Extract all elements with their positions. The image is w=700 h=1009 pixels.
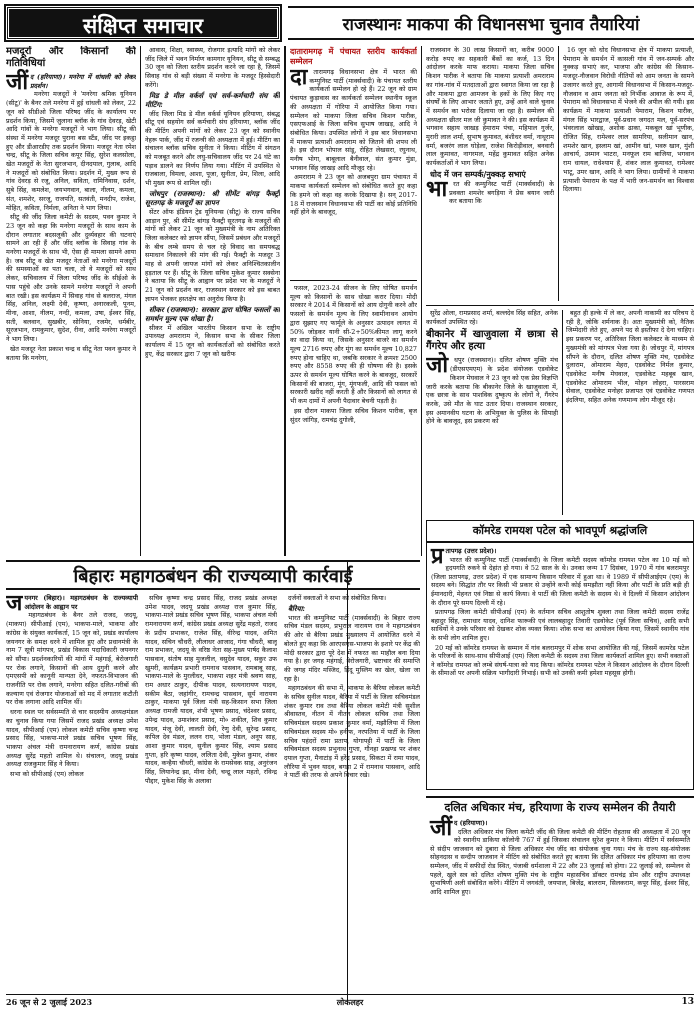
- section-rule: [290, 280, 417, 281]
- left-cont-sub3: सीकर (राजस्थान): सरकार द्वारा घोषित फसलों का समर्थन मूल्य एक धोखा है।: [145, 304, 280, 323]
- tribute-body2: प्रतापगढ़ जिला कमेटी सीपीआई (एम) के वर्तमान सचिव आशुतोष शुक्ला तथा जिला कमेटी सदस्य राजेंद्र बहादुर सिंह, रामाधार यादव, दानिश फारूकी एवं लालबहादुर तिवारी एडवोकेट (पूर्व जिला सचिव), आदि सभी साथियों ने उनके परिवार को देखकर शोक व्यक्त किया। शोक सभा का आयोजन किया गया, जिसमें स्थानीय गांव के सभी लोग शामिल हुए।: [431, 608, 689, 642]
- raj-story-dropcap2: भा: [426, 175, 448, 202]
- raj-story-col-b: [426, 46, 554, 301]
- raj-story-dropcap: दा: [290, 64, 308, 90]
- left-story-lead: द (हरियाणा)। मनरेगा में धांधली को लेकर प्रदर्शन।: [30, 73, 136, 90]
- bihar-col-1: [6, 594, 138, 994]
- tribute-body1: भारत की कम्युनिस्ट पार्टी (मार्क्सवादी) के जिला कमेटी सदस्य कॉमरेड रामयश पटेल का 10 मई को हृदयगति रुकने से देहांत हो गया। वे 52 साल के थे। उनका जन्म 17 दिसंबर, 1970 में गांव बलरामपुर (जिला प्रतापगढ़, उत्तर प्रदेश) में एक सामान्य किसान परिवार में हुआ था। वे 1989 में सीपीआईएम (एम) के सदस्य बने। सिद्धांत तौर पर किसी भी प्रकार से उन्होंने कभी कोई समझौता नहीं किया और पार्टी के प्रति बड़ी ही ईमानदारी, मेहनत एवं निष्ठा से कार्य किया। वे पार्टी की जिला कमेटी के सदस्य थे। वे दिल्ली में किसान आंदोलन के दौरान पूरे समय दिल्ली में रहे।: [431, 555, 689, 607]
- bihar-body7: महागठबंधन की सभा में, भाकपा के बैरिया लोकल कमेटी के सचिव सुनील यादव, बैरिया में पार्टी के जिला सचिवमंडल शंकर कुमार राव तथा बैरिया लोकल कमेटी मंत्री सुशील श्रीवास्तव, नीतन में नीतन लोकल सचिव तथा जिला सचिवमंडल सदस्य प्रकाश कुमार वर्मा, मझौलिया में जिला सचिवमंडल सदस्य मो० हनीफ, नरपतिया में पार्टी के जिला सचिव पहंदरों रामा प्रताप, योगापट्टी में पार्टी के जिला सचिवमंडल सदस्य प्रभुनाथ गुप्ता, गौनहा प्रखण्ड पर शंकर दयाल गुप्ता, मैनाटांड़ में हरेंद्र प्रसाद, सिकटा में रामा यादव, लौरिया में भुवन यादव, बगहा 2 में रामनाथ पासवान, आदि ने पार्टी की तरफ से अपने विचार रखे।: [284, 684, 420, 780]
- bihar-sub1: बैरिया:: [288, 603, 306, 613]
- msp-body: फसल, 2023-24 सीजन के लिए घोषित समर्थन मूल्य को किसानों के साथ धोखा करार दिया। मोदी सरकार ने 2014 में किसानों को आय दोगुनी करने और फसलों के समर्थन मूल्य के लिए स्वामीनाथन आयोग द्वारा सुझाए गए फार्मूले के अनुसार उत्पादन लागत में 50% जोड़कर यानी सी-2+50%कीमत लागू करने का वादा किया था, जिसके अनुसार बाजरे का समर्थन मूल्य 2716 रुपए और मूंग का समर्थन मूल्य 10,827 रुपए होना चाहिए था, जबकि सरकार ने क्रमशः 2500 रुपए और 8558 रुपए की ही घोषणा की है। इसके ऊपर से समर्थन मूल्य घोषित करने के बावजूद, सरकारें किसानों की बाजरा, मूंग, मूंगफली, आदि की फसल को सरकारी खरीद नहीं करती हैं और किसानों को लागत से भी कम दामों में अपनी पैदावार बेचनी पड़ती है।: [290, 284, 417, 406]
- tribute-lead: तापगढ़ (उत्तर प्रदेश)।: [445, 547, 497, 555]
- tribute-dropcap: प्र: [431, 543, 444, 569]
- left-story-headline: मजदूरों और किसानों की गतिविधियां: [6, 46, 136, 69]
- bihar-lead: यनगर (बिहार)। महागठबंधन के राज्यव्यापी आंदोलन के आह्वान पर: [24, 594, 138, 611]
- banner-left-text: संक्षिप्त समाचार: [83, 13, 203, 38]
- raj-story-sub2: धोद में जन सम्पर्क/नुक्कड़ सभाएं: [430, 168, 526, 179]
- bihar-body1: महागठबंधन के बैनर तले राजद, जदयू, (माकपा) सीपीआई (एम), भाकपा-माले, भाकपा और कांग्रेस के संयुक्त कार्यकर्ता, 15 जून को, प्रखंड कार्यालय जयनगर के समक्ष धरने में शामिल हुए और प्रधानमंत्री के नाम 7 सूत्री मांगपत्र, प्रखंड विकास पदाधिकारी जयनगर को सौंपा। प्रदर्शनकारियों की मांगों में महंगाई, बेरोजगारी पर रोक लगाने, किसानों की आय दुगुनी करने और एमएसपी को कानूनी मान्यता देने, नफरत-विभाजन की राजनीति पर रोक लगाने, मनरेगा सहित दलित-गरीबों की कल्याण एवं रोजगार योजनाओं को मद में लगातार कटौती पर रोक लगाना आदि शामिल थीं।: [6, 611, 138, 707]
- left-story-body: मनरेगा मजदूरों ने 'मनरेगा श्रमिक यूनियन (सीटू)' के बैनर तले मनरेगा में हुई धांधली को लेकर, 22 जून को सीडीओ जिला परिषद जींद के कार्यालय पर प्रदर्शन किया, जिसमें जुलाना ब्लॉक के गांव देवरड़, खेटी आदि गांवों के मनरेगा मजदूरों ने भाग लिया। सीटू की संस्था में मनरेगा मजदूर पुराना बस स्टैंड, जींद पर इकट्ठा हुए और डीआरडीए तक प्रदर्शन किया। मजदूर नेता रमेश चन्द्र, सीटू के जिला सचिव कपूर सिंह, सुरेश कलसोला, खेत मजदूरों के नेता सुरजभान, दीनदयाल, गुलाब, आदि ने मजदूरों को संबोधित किया। प्रदर्शन में, मुख्य रूप से गांव देवरड़ से रजू, अनिल, सविता, रामिनिवास, दर्शन, सुबे सिंह, कमलेश, जयभगवान, बाला, नीलम, कमला, संत, शमशेर, सरजू, राजपति, सतवंती, मनदीप, राजेश, मोहित, कविता, निर्मला, अनिता ने भाग लिया।: [6, 90, 136, 212]
- bikaner-dropcap: जो: [426, 352, 449, 379]
- left-cont-sub2: जोधपुर (राजस्थान): श्री सीमेंट बांगड़ फैक्ट्री सूरतगढ़ के मजदूरों का ज्ञापन: [145, 188, 280, 207]
- column-rule: [140, 46, 141, 556]
- tribute-text: [427, 545, 693, 681]
- left-story-continued: [145, 46, 280, 556]
- footer-page-number: 13: [681, 997, 694, 1007]
- banner-right-text: राजस्थानः माकपा की विधानसभा चुनाव तैयारियां: [342, 15, 640, 35]
- column-rule: [284, 46, 286, 556]
- footer-date: 26 जून से 2 जुलाई 2023: [6, 997, 93, 1007]
- dalit-headline: [426, 798, 694, 817]
- bihar-col-3: [284, 594, 420, 994]
- bikaner-headline: बीकानेर में खाजुवाला में छात्रा से गैंगरेप और हत्या: [426, 329, 558, 353]
- bikaner-story-cont: [566, 309, 694, 516]
- dalit-dropcap: जीं: [430, 815, 453, 841]
- left-cont-sub2-body: सेंटर ऑफ इंडियन ट्रेड यूनियन्स (सीटू) के राज्य सचिव आड़ान पुर, श्री सीमेंट बांगड़ फैक्ट्री सूरतगढ़ के मजदूरों की मांगों को लेकर 21 जून को मुख्यमंत्री के नाम अतिरिक्त जिला कलेक्टर को ज्ञापन सौंपा, जिसमें प्रबंधन और मजदूरों के बीच लम्बे समय से चल रहे विवाद का समयबद्ध समाधान निकालने की मांग की गई। फैक्ट्री के मजदूर 3 माह से अपनी जायज मांगों को लेकर अनिश्चितकालीन हड़ताल पर हैं। सीटू के जिला सचिव मुकेश कुमार सक्सेना ने बताया कि सीटू के आह्वान पर प्रदेश भर के मजदूरों ने 21 जून को प्रदर्शन कर, राजस्थान सरकार को इस बाबत ज्ञापन भेजकर हस्तक्षेप का अनुरोध किया है।: [145, 207, 280, 303]
- left-cont-sub3-body: सीकर में अखिल भारतीय किसान सभा के राष्ट्रीय उपाध्यक्ष अमराराम ने, किसान सभा के सीकर जिला कार्यालय में 15 जून को कार्यकर्ताओं को संबोधित करते हुए, केंद्र सरकार द्वारा 7 जून को खरीफ: [145, 323, 280, 358]
- bihar-body3: सभा को सीपीआई (एम) लोकल: [10, 770, 84, 779]
- raj-story-col-c: [563, 46, 694, 301]
- dalit-box: [426, 796, 694, 996]
- dalit-text: [426, 817, 694, 899]
- bihar-headline-text: बिहारः महागठबंधन की राज्यव्यापी कार्रवाई: [73, 566, 353, 587]
- msp-body2: इस दौरान माकपा जिला सचिव किशन पारीक, बृज सुंदर जांगिड़, रामचंद्र दुगोली,: [290, 406, 417, 424]
- bikaner-body1: सुरेंद्र ओला, रामप्रसाद शर्मा, बल्लदेव सिंह सहित, अनेक कार्यकर्ता उपस्थित रहे।: [426, 309, 558, 326]
- dalit-body: दलित अधिकार मंच जिला कमेटी जींद की जिला कमेटी की मीटिंग रोहतास की अध्यक्षता में 20 जून को स्थानीय डाकिया कॉलोनी 767 में हुई जिसका संचालन सुरेश कुमार ने किया। मीटिंग में सर्वसम्मति से संदीप जाजवान को दुबारा से जिला अधिकार मंच जींद का संयोजक चुना गया। मंच के राज्य सह-संयोजक सोहनदास व सन्दीप जाजवान ने मीटिंग को संबोधित करते हुए बताया कि दलित अधिकार मंच हरियाणा का राज्य सम्मेलन, जींद में सफीदों रोड स्थित, पंजाबी धर्मशाला में 22 और 23 जुलाई को होगा। 22 जुलाई को, सम्मेलन से पहले, खुले सत्र को दलित शोषण मुक्ति मंच के राष्ट्रीय महासचिव डॉक्टर रामचंद्र डोम और राष्ट्रीय उपाध्यक्ष सुभाषिणी अली संबोधित करेंगे। मीटिंग में जगवंती, जयपाल, बिजेंद्र, बालराम, सिलकराम, कपूर सिंह, ईश्वर सिंह, आदि शामिल हुए।: [430, 827, 690, 896]
- bihar-col-2: [145, 594, 277, 994]
- raj-story-body5: 16 जून को धोद विधानसभा क्षेत्र में माकपा प्रत्याशी, पेमाराम के समर्थन में कासली गांव में जन-सम्पर्क और नुक्कड़ सभाएं कर, भाजपा और कांग्रेस की किसान-मजदूर-नौजवान विरोधी नीतियों को आम जनता के सामने उजागर करते हुए, आगामी विधानसभा में किसान-मजदूर-नौजवान व आम जनता को निर्भीक आवाज के रूप में, पेमाराम को विधानसभा में भेजने की अपील की गयी। इस कार्यक्रम में माकपा प्रत्याशी पेमाराम, किशन पारीक, मंगल सिंह भारद्वाज, पूर्व-प्रधान जगदत मल, पूर्व-सरपंच भंवरलाल खोखड़, अशोक ढाका, मकबूल खां भूणीक, रोजित सिंह, रामेश्वर लाल सामरिया, सलीमान खान, शमशेर खान, इस्लाम खां, आमीन खां, भवरु खान, मुंशी आचार्य, उस्मान भाटरा, मनफूल राम बाजिया, भगवान राम धायल, राधेश्याम हैं, शंकर लाल कुमावत, रामेश्वर भाटू, उमर खान, आदि ने भाग लिया। ग्रामीणों ने माकपा प्रत्याशी पेमाराम के पक्ष में भारी जन-समर्थन का विश्वास दिलाया।: [563, 46, 694, 194]
- footer-rule: [6, 994, 694, 995]
- banner-right: [288, 6, 694, 40]
- bikaner-body2: बहुत ही हल्के में ले कर, अपनी नाकामी का परिचय दे रही है, जोकि शर्मनाक है। अतः मुख्यमंत्री को, नैतिक जिम्मेदारी लेते हुए, अपने पद से इस्तीफा दे देना चाहिए। इस प्रकरण पर, अतिरिक्त जिला कलेक्टर के माध्यम से मुख्यमंत्री को मांगपत्र भेजा गया है। जोधपुर में, मांगपत्र सौंपने के दौरान, दलित शोषण मुक्ति मंच, एडवोकेट दुलाराम, ओमाराम मेहरा, एडवोकेट निर्मल कुमार, एडवोकेट मनीष मेघवाल, एडवोकेट महबूब खान, एडवोकेट ओमाराम भील, मोहन लोहरा, पारसराम सेवाल, एडवोकेट मनोहर प्रजापत एवं एडवोकेट गणपत इंदलिया, सहित अनेक गणमान्य लोग मौजूद रहे।: [566, 309, 694, 405]
- column-rule: [421, 46, 422, 556]
- bihar-body6: भारत की कम्युनिस्ट पार्टी (मार्क्सवादी) के बिहार राज्य सचिव मंडल सदस्य, प्रभुराज नारायण राव ने महागठबंधन की ओर से बैरिया प्रखंड मुख्यालय में आयोजित धरने में बोलते हुए कहा कि आरएसएस-भाजपा के इशारे पर केंद्र की मोदी सरकार द्वारा पूरे देश में नफरत का माहौल बना दिया गया है। हर जगह महंगाई, बेरोजगारी, भ्रष्टाचार की समाप्ति की जगह मंदिर मस्जिद, हिंदू मुस्लिम का खेल, खेला जा रहा है।: [284, 613, 420, 683]
- tribute-body3: 20 मई को कॉमरेड रामयश के सम्मान में गांव बलरामपुर में शोक सभा आयोजित की गई, जिसमें कामरेड पटेल के परिजनों के साथ-साथ सीपीआई (एम) जिला कमेटी के सदस्य तथा जिला कार्यकर्ता शामिल हुए। सभी वक्ताओं ने कॉमरेड रामयश को लम्बे संघर्ष-यात्रा को याद किया। कॉमरेड रामयश पटेल ने किसान आंदोलन के दौरान दिल्ली के सीमाओं पर अपनी सक्रिय भागीदारी निभाई। सभी को उनकी कमी हमेशा महसूस होगी।: [431, 643, 689, 678]
- raj-story-body4: रत की कम्युनिस्ट पार्टी (मार्क्सवादी) के प्रवक्ता शमशेर बगड़िया ने प्रेस बयान जारी कर बताया कि: [449, 179, 554, 206]
- bihar-headline: [6, 560, 420, 590]
- dalit-lead: द (हरियाणा)।: [454, 819, 488, 827]
- msp-story: [290, 284, 417, 556]
- left-cont-body: आवास, शिक्षा, स्वास्थ्य, रोजगार इत्यादि मांगों को लेकर जींद जिले में भवन निर्माण कामगार यूनियन, सीटू से सम्बद्ध 30 जून को जिला स्तरीय प्रदर्शन करने जा रहा है, जिसमें सिवाह गांव से बड़ी संख्या में मनरेगा के मजदूर हिस्सेदारी करेंगे।: [145, 46, 280, 89]
- footer-paper: लोकलहर: [336, 997, 364, 1007]
- bihar-body5: दर्जनों वक्ताओं ने सभा को संबोधित किया।: [288, 594, 387, 602]
- section-rule: [426, 305, 694, 306]
- tribute-headline-text: कॉमरेड रामयश पटेल को भावपूर्ण श्रद्धांजलि: [472, 524, 648, 537]
- raj-story-col-a: [290, 46, 417, 276]
- left-story-body3: खेत मजदूर नेता प्रकाश चन्द्र व सीटू नेता पवन कुमार ने बताया कि मनरेगा,: [6, 344, 136, 362]
- raj-story-body3: राजस्थान के 30 लाख किसानों का, करीब 9000 करोड़ रुपए का सहकारी बैंकों का कर्ज, 13 दिन आंदोलन करके माफ कराया। माकपा जिला सचिव किशन पारीक ने बताया कि माकपा प्रत्याशी अमराराम का गांव-गांव में मतदाताओं द्वारा स्वागत किया जा रहा है और माकपा द्वारा आमजन के हकों के लिए किए गए संघर्षों के लिए आभार जताते हुए, उन्हें आने वाले चुनाव में समर्थन का भरोसा दिलाया जा रहा है। सम्मेलन की अध्यक्षता छीतर मल जी कुमावत ने की। इस कार्यक्रम में भगवान सहाय जाखड़ हेमाराम पंचा, महिपाल गुर्जर, मुरारी लाल शर्मा, सुभाष कुमावत, बंशीधर वर्मा, नाथूराम वर्मा, बजरंग लाल घोड़ेला, राजेश किरोड़ीवाल, बनवारी लाल कुमावत, नागरमल, महेंद्र कुमावत सहित अनेक कार्यकर्ताओं ने भाग लिया।: [426, 46, 554, 168]
- bihar-dropcap: ज: [6, 594, 23, 616]
- tribute-box: [426, 520, 694, 790]
- column-rule: [562, 310, 563, 515]
- raj-story-sub1: दातारामगढ़ में पंचायत स्तरीय कार्यकर्ता सम्मेलन: [290, 46, 417, 66]
- left-story: [6, 46, 136, 556]
- bihar-body2: धरना स्थल पर सर्वसम्मति से चार सदस्यीय अध्यक्षमंडल का चुनाव किया गया जिसमें राजद प्रखंड अध्यक्ष उमेश यादव, सीपीआई (एम) लोकल कमेटी सचिव कृष्णा चन्द्र प्रसाद सिंह, भाकपा-माले प्रखंड सचिव भूषण सिंह, भाकपा अंचल मंत्री रामनारायण कर्ण, कांग्रेस प्रखंड अध्यक्ष सुरेंद्र महतो शामिल थे। संचालन, जदयू प्रखंड अध्यक्ष राजकुमार सिंह ने किया।: [6, 708, 138, 769]
- left-cont-sub1-body: जींद जिला मिड डे मील वर्कर्स यूनियन हरियाणा, संबद्ध सीटू एवं सहयोग सर्व कर्मचारी संघ हरियाणा, ब्लॉक जींद की मीटिंग अपनी मांगों को लेकर 23 जून को स्थानीय नेहरू पार्क, जींद में रजन्त्री की अध्यक्षता में हुई। मीटिंग का संचालन ब्लॉक सचिव सुनीता ने किया। मीटिंग में संगठन को मजबूत करने और लघु-सचिवालय जींद पर 24 घंटे का पड़ाव डालने का निर्णय लिया गया। मीटिंग में उपस्थित थे राजबाला, विमला, आशा, पूजा, सुनीता, प्रेम, शिला, आदि भी मुख्य रूप से शामिल रहीं।: [145, 109, 280, 188]
- raj-story-body1: तारामगढ़ विधानसभा क्षेत्र में भारत की कम्युनिस्ट पार्टी (मार्क्सवादी) के पंचायत स्तरीय कार्यकर्ता सम्मेलन हो रहे हैं। 22 जून को ग्राम पंचायत कुड़ावास का कार्यकर्ता सम्मेलन स्थानीय स्कूल की अध्यक्षता में गोरिया में आयोजित किया गया। सम्मेलन को माकपा जिला सचिव किशन पारीक, एसएफआई के जिला सचिव सुभाष जाखड़, आदि ने संबोधित किया। उपस्थित लोगों ने इस बार विधानसभा में माकपा प्रत्याशी अमराराम को जिताने की शपथ ली है। इस दौरान भोपाल सांडू, रोहित लेखसरा, रघुनाथ, मनीष भोगा, बाबूलाल बैनीवाल, संत कुमार मुंडा, भगवान सिंह जाखड़ आदि मौजूद रहे।: [290, 68, 417, 172]
- bikaner-story: [426, 309, 558, 516]
- column-rule: [558, 46, 559, 301]
- dalit-headline-text: दलित अधिकार मंच, हरियाणा के राज्य सम्मेलन की तैयारी: [444, 801, 676, 814]
- left-cont-sub1: मिड डे मील वर्कर्स एवं सर्व-कर्मचारी संघ की मीटिंग:: [145, 90, 280, 109]
- bihar-body4: सचिव कृष्णा चन्द्र प्रसाद सिंह, राजद प्रखंड अध्यक्ष उमेश यादव, जदयू प्रखंड अध्यक्ष राज कुमार सिंह, भाकपा-माले प्रखंड सचिव भूषण सिंह, भाकपा अंचल मंत्री रामनारायण कर्ण, कांग्रेस प्रखंड अध्यक्ष सुरेंद्र महतो, राजद के प्रदीप प्रभाकर, राजेश सिंह, वीरेन्द्र यादव, अमित यादव, सचिन चौधरी, लीलाधर आजाद, गंगा चौधरी, बालू राम प्रभाकर, जदयू के वरिष्ठ नेता सह-मुख्य पार्षद कैलाश पासवान, संतोष साह मुजलील, वसुदेव यादव, सकुर उफ खुमरी, कार्यक्रम प्रभारी रामनाथ पासवान, रामबाबू साह, भाकपा-माले के मुरलीधर, भाकपा शहर मंत्री श्रवण साह, राम अधार ठाकुर, दीपीक यादव, सत्यनारायण यादव, सकीम बैठा, जहांगीर, रामचन्द्र पासवान, सूर्य नारायण ठाकुर, माकपा पूर्व जिला मंत्री सह-किसान सभा जिला अध्यक्ष रामजी यादव, शंभी भूषण प्रसाद, चंदेश्वर प्रसाद, उपेन्द्र यादव, उमाशंकर प्रसाद, मो० शकील, शिव कुमार यादव, मंजू देवी, लालती देवी, रेणु देवी, सुरेन्द्र प्रसाद, कपिल देव मंडल, ललन राय, भोला मंडल, अनूप साह, आशा कुमार यादव, सुनील कुमार सिंह, श्याम प्रसाद गुप्ता, हरि कृष्ण यादव, ललिता देवी, मुकेश कुमार, शंकर यादव, कन्हैया चौधरी, कांग्रेस के रामसेवक साह, अनुरंजन सिंह, लियानेन्द्र झा, मीना देवी, चन्द्रू लाल महतो, रविन्द्र पौद्दार, मुकेश सिंह के अलावा: [145, 594, 277, 785]
- left-story-body2: सीटू की जींद जिला कमेटी के सदस्य, पवन कुमार ने 23 जून को कहा कि मनरेगा मजदूरों के साथ काम के दौरान लगातार बदसलूकी और दुर्व्यवहार की घटनाएं सामने आ रही हैं और जींद ब्लॉक के सिवाह गांव के मनरेगा मजदूरों के साथ भी, ऐसा ही मामला सामने आया है। जब सीटू व खेत मजदूर नेताओं को मनरेगा मजदूरों की समस्याओं का पता चला, तो वे मजदूरों को साथ लेकर, सचिवालय में जिला परिषद जींद के सीईओ के पास पहुंचे और उनके सामने मनरेगा मजदूरों ने अपनी बात रखी। इस कार्यक्रम में सिवाह गांव से बलराज, मंगल सिंह, अनिल, लक्ष्मी देवी, कृष्णा, अनारकली, पूनम, मीना, आशा, नीलम, नन्दी, कमला, उषा, ईश्वर सिंह, सती, बलवान, सुखबीर, सोनिया, रजमेर, धर्मबीर, सूरजभान, रामकुमार, सुदेश, रीना, आदि मनरेगा मजदूरों ने भाग लिया।: [6, 213, 136, 344]
- left-story-dropcap: जीं: [6, 69, 29, 95]
- bikaner-lead: धपुर (राजस्थान)। दलित शोषण मुक्ति मंच (डीएसएमएम) के प्रदेश संयोजक एडवोकेट किशन मेघवाल ने 23 जून को एक प्रेस विज्ञप्ति जारी करके बताया कि बीकानेर जिले के खाजुवाला में, एक छात्रा के साथ पाशविक दुष्कृत्य के लोगों ने, गैंगरेप करके, उसे मौत के घाट उतार दिया। राजस्थान सरकार, इस अमानवीय घटना के अभियुक्त के पुलिस के सिपाही होने के बावजूद, इस प्रकरण को: [426, 356, 558, 426]
- raj-story-body2: अमराराम ने 23 जून को अजबपुरा ग्राम पंचायत में माकपा कार्यकर्ता सम्मेलन को संबोधित करते हुए कहा कि हमने जो कहा वह करके दिखाया है। सन् 2017-18 में राजस्थान विधानसभा की पार्टी का कोई प्रतिनिधि नहीं होने के बावजूद,: [290, 173, 417, 217]
- banner-left: [6, 6, 280, 40]
- tribute-headline: [427, 521, 693, 543]
